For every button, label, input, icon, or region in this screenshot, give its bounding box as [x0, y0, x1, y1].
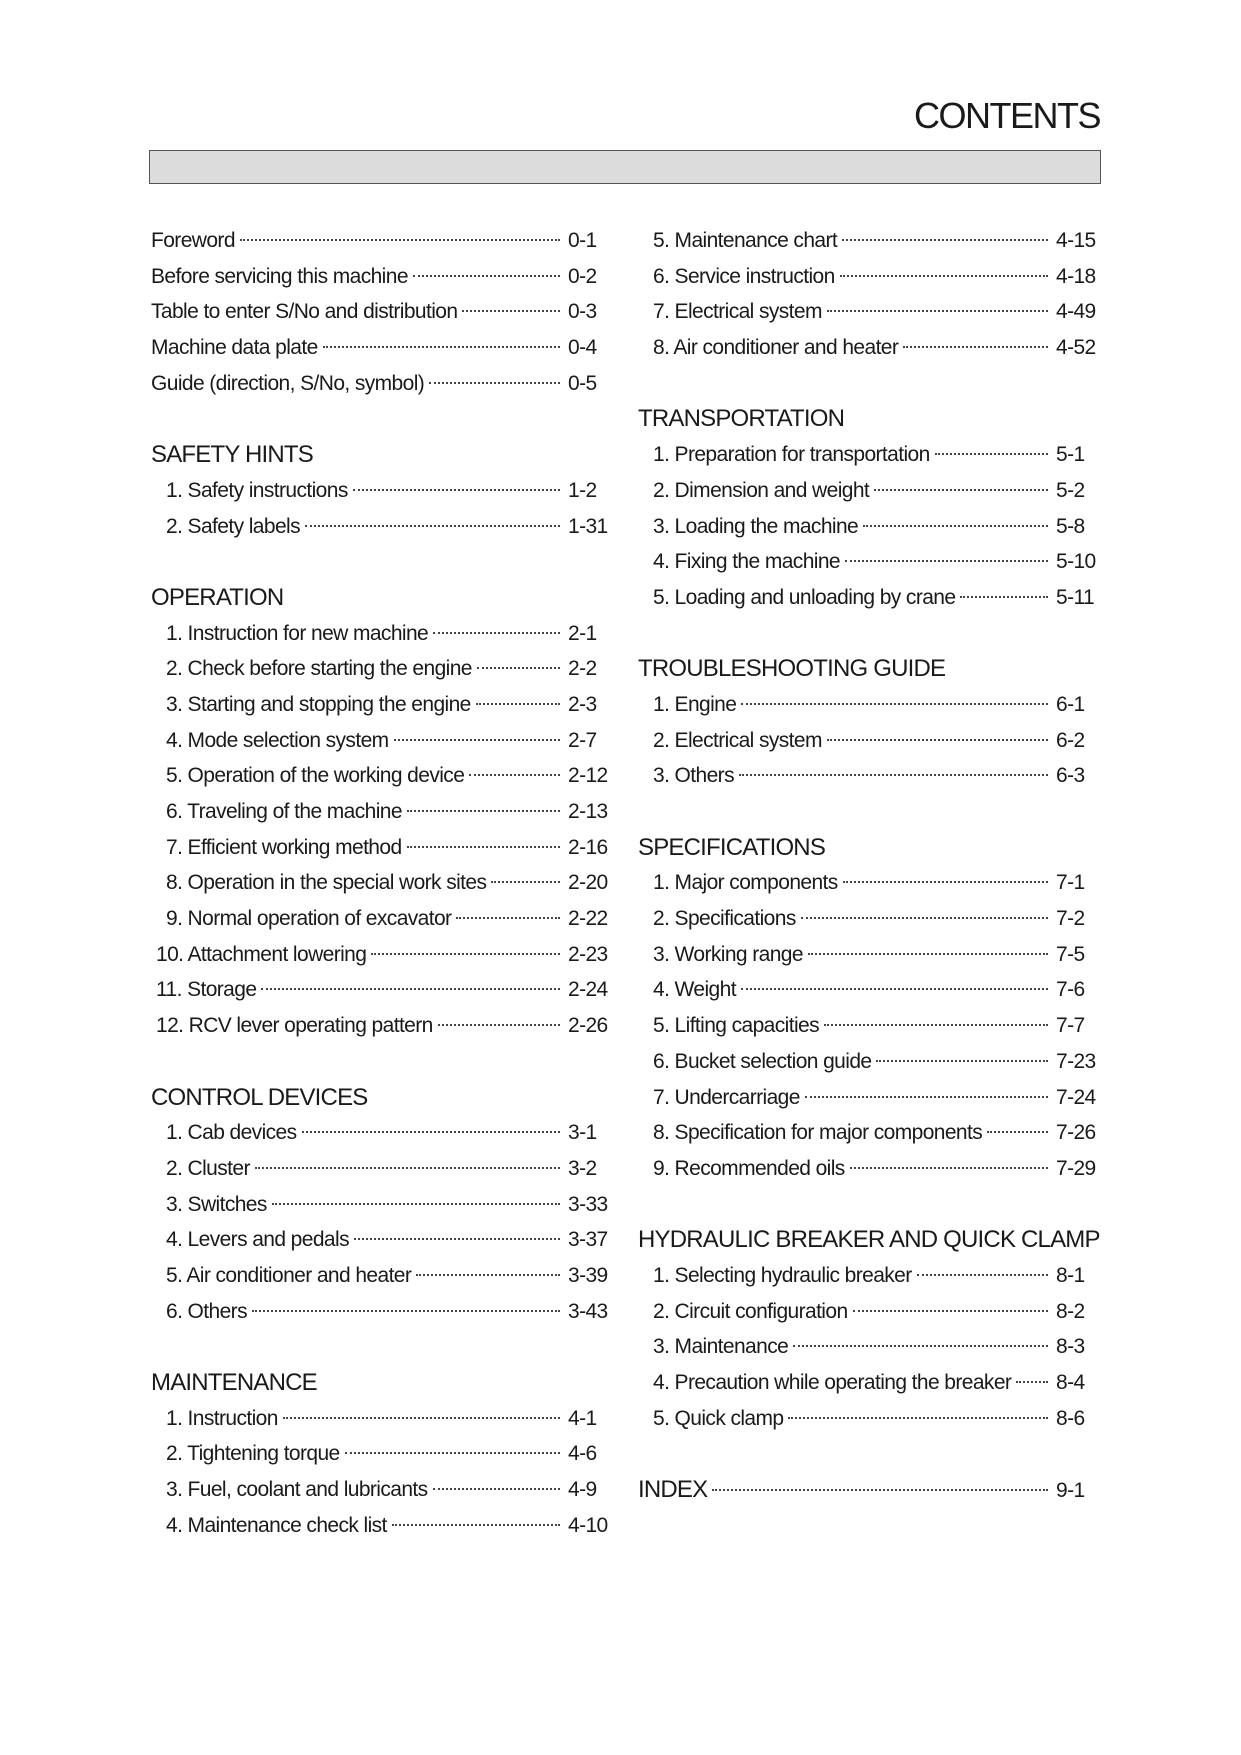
toc-entry-page: 2-2 — [568, 657, 597, 681]
toc-entry-label: 5. Operation of the working device — [166, 764, 465, 788]
dot-leader — [323, 346, 560, 348]
toc-entry-label: 3. Loading the machine — [653, 514, 859, 538]
toc-entry-page: 3-39 — [568, 1263, 608, 1287]
toc-entry[interactable] — [638, 1080, 1096, 1116]
dot-leader — [469, 774, 560, 776]
toc-entry-page: 5-1 — [1056, 443, 1085, 467]
toc-entry-label: 9. Recommended oils — [653, 1156, 845, 1180]
toc-entry-page: 9-1 — [1056, 1479, 1085, 1503]
toc-entry[interactable] — [638, 1258, 1096, 1294]
toc-entry-label: 2. Dimension and weight — [653, 478, 870, 502]
toc-entry-label: Machine data plate — [151, 336, 318, 360]
spacer — [638, 794, 1096, 830]
toc-entry-page: 0-3 — [568, 300, 597, 324]
spacer — [151, 1044, 608, 1080]
toc-entry-page: 7-1 — [1056, 871, 1085, 895]
toc-entry[interactable] — [151, 1008, 608, 1044]
toc-entry-label: 5. Maintenance chart — [653, 229, 838, 252]
toc-entry-page: 2-16 — [568, 835, 608, 859]
toc-entry-label: 2. Tightening torque — [166, 1442, 340, 1466]
toc-entry[interactable] — [151, 259, 608, 295]
toc-entry[interactable] — [638, 758, 1096, 794]
toc-entry-label: 5. Quick clamp — [653, 1406, 784, 1430]
toc-column-left — [151, 223, 608, 1543]
toc-entry[interactable] — [638, 1472, 1096, 1508]
dot-leader — [438, 1024, 560, 1026]
toc-entry-label: 8. Specification for major components — [653, 1121, 983, 1145]
toc-entry[interactable] — [151, 294, 608, 330]
toc-entry[interactable] — [638, 1151, 1096, 1187]
toc-entry-label: 4. Weight — [653, 978, 736, 1002]
toc-entry[interactable] — [638, 330, 1096, 366]
toc-entry[interactable] — [638, 901, 1096, 937]
spacer — [638, 366, 1096, 402]
toc-entry-label: 7. Electrical system — [653, 300, 822, 324]
dot-leader — [433, 632, 560, 634]
toc-entry-page: 6-3 — [1056, 764, 1085, 788]
toc-entry-page: 7-5 — [1056, 942, 1085, 966]
toc-entry-page: 2-23 — [568, 942, 608, 966]
toc-entry[interactable] — [151, 1508, 608, 1544]
toc-entry-label: 1. Major components — [653, 871, 838, 895]
toc-entry-page: 4-52 — [1056, 336, 1096, 360]
toc-entry-label: 1. Preparation for transportation — [653, 443, 930, 467]
toc-entry-label: 6. Others — [166, 1299, 247, 1323]
toc-entry-page: 8-2 — [1056, 1299, 1085, 1323]
toc-entry-page: 4-18 — [1056, 264, 1096, 288]
dot-leader — [917, 1274, 1048, 1276]
toc-entry[interactable] — [638, 1401, 1096, 1437]
toc-entry-label: 2. Specifications — [653, 907, 796, 931]
toc-entry-label: 9. Normal operation of excavator — [166, 907, 452, 931]
spacer — [638, 1187, 1096, 1223]
toc-entry-label: 4. Fixing the machine — [653, 550, 841, 574]
toc-entry-page: 2-26 — [568, 1014, 608, 1038]
toc-entry-page: 1-31 — [568, 514, 608, 538]
toc-entry-page: 4-49 — [1056, 300, 1096, 324]
toc-entry[interactable] — [638, 1115, 1096, 1151]
toc-entry[interactable] — [151, 723, 608, 759]
toc-entry-page: 3-1 — [568, 1121, 597, 1145]
toc-entry[interactable] — [151, 1115, 608, 1151]
toc-entry-label: 5. Lifting capacities — [653, 1014, 820, 1038]
toc-entry[interactable] — [638, 687, 1096, 723]
dot-leader — [433, 1488, 560, 1490]
dot-leader — [255, 1167, 560, 1169]
toc-entry[interactable] — [638, 723, 1096, 759]
toc-entry-label: 2. Cluster — [166, 1156, 250, 1180]
toc-entry-page: 6-1 — [1056, 692, 1085, 716]
section-heading: HYDRAULIC BREAKER AND QUICK CLAMP — [638, 1226, 1100, 1254]
dot-leader — [491, 881, 560, 883]
dot-leader — [305, 525, 560, 527]
dot-leader — [354, 1238, 560, 1240]
dot-leader — [272, 1203, 560, 1205]
toc-entry[interactable] — [151, 1222, 608, 1258]
toc-entry-label: 4. Levers and pedals — [166, 1228, 349, 1252]
dot-leader — [741, 988, 1048, 990]
dot-leader — [843, 881, 1048, 883]
toc-entry-label: 7. Undercarriage — [653, 1085, 800, 1109]
toc-entry-label: 1. Cab devices — [166, 1121, 297, 1145]
toc-entry-page: 4-15 — [1056, 229, 1096, 252]
toc-entry-page: 0-2 — [568, 264, 597, 288]
toc-entry-label: 10. Attachment lowering — [156, 942, 367, 966]
toc-entry[interactable] — [151, 651, 608, 687]
toc-entry-label: 1. Instruction — [166, 1406, 278, 1430]
dot-leader — [801, 917, 1048, 919]
toc-entry[interactable] — [151, 687, 608, 723]
toc-entry-page: 6-2 — [1056, 728, 1085, 752]
dot-leader — [808, 953, 1048, 955]
toc-entry[interactable] — [638, 1044, 1096, 1080]
toc-entry[interactable] — [151, 330, 608, 366]
toc-entry[interactable] — [638, 1329, 1096, 1365]
dot-leader — [739, 774, 1048, 776]
toc-entry-label: Guide (direction, S/No, symbol) — [151, 371, 425, 395]
toc-entry-page: 5-8 — [1056, 514, 1085, 538]
toc-entry-page: 4-1 — [568, 1406, 597, 1430]
dot-leader — [477, 667, 560, 669]
dot-leader — [261, 988, 560, 990]
toc-entry-page: 8-1 — [1056, 1263, 1085, 1287]
toc-entry[interactable] — [638, 437, 1096, 473]
toc-entry-label: 5. Loading and unloading by crane — [653, 585, 956, 609]
toc-entry-label: 1. Engine — [653, 692, 737, 716]
dot-leader — [903, 346, 1048, 348]
toc-entry-page: 5-11 — [1056, 585, 1095, 609]
toc-entry-label: 1. Selecting hydraulic breaker — [653, 1263, 912, 1287]
toc-entry-page: 3-33 — [568, 1192, 608, 1216]
toc-entry[interactable] — [638, 972, 1096, 1008]
toc-entry[interactable] — [638, 1365, 1096, 1401]
toc-entry-label: 2. Check before starting the engine — [166, 657, 472, 681]
toc-entry[interactable] — [151, 937, 608, 973]
toc-entry[interactable] — [638, 294, 1096, 330]
dot-leader — [240, 239, 560, 241]
toc-entry[interactable] — [638, 1294, 1096, 1330]
toc-entry-page: 7-26 — [1056, 1121, 1096, 1145]
dot-leader — [741, 703, 1048, 705]
toc-entry-label: 3. Starting and stopping the engine — [166, 692, 471, 716]
dot-leader — [407, 810, 560, 812]
toc-entry[interactable] — [638, 544, 1096, 580]
toc-entry-page: 7-2 — [1056, 907, 1085, 931]
toc-entry[interactable] — [151, 1401, 608, 1437]
toc-entry-page: 7-23 — [1056, 1049, 1096, 1073]
toc-entry-page: 2-20 — [568, 871, 608, 895]
dot-leader — [456, 917, 560, 919]
toc-entry-label: 4. Mode selection system — [166, 728, 389, 752]
toc-entry[interactable] — [151, 865, 608, 901]
toc-entry-label: 3. Switches — [166, 1192, 267, 1216]
toc-entry-label: 3. Others — [653, 764, 734, 788]
spacer — [638, 1436, 1096, 1472]
toc-entry-label: 11. Storage — [156, 978, 257, 1002]
dot-leader — [712, 1489, 1048, 1491]
dot-leader — [842, 239, 1048, 241]
dot-leader — [876, 1060, 1048, 1062]
dot-leader — [827, 739, 1048, 741]
toc-entry-label: 3. Working range — [653, 942, 803, 966]
toc-entry[interactable] — [151, 473, 608, 509]
section-heading: TROUBLESHOOTING GUIDE — [638, 655, 946, 683]
toc-entry-label: 8. Air conditioner and heater — [653, 336, 899, 360]
toc-entry[interactable] — [151, 972, 608, 1008]
toc-entry[interactable] — [638, 259, 1096, 295]
toc-entry[interactable] — [151, 616, 608, 652]
toc-entry-label: 1. Instruction for new machine — [166, 621, 429, 645]
toc-entry-label: 7. Efficient working method — [166, 835, 402, 859]
toc-entry-label: 2. Circuit configuration — [653, 1299, 848, 1323]
toc-entry-label: 4. Maintenance check list — [166, 1513, 387, 1537]
toc-entry-page: 5-10 — [1056, 550, 1096, 574]
toc-entry-page: 0-1 — [568, 229, 597, 252]
toc-entry-label: 12. RCV lever operating pattern — [156, 1014, 433, 1038]
toc-entry-page: 4-9 — [568, 1478, 597, 1502]
toc-entry-label: 2. Electrical system — [653, 728, 822, 752]
toc-entry-page: 7-7 — [1056, 1014, 1085, 1038]
toc-entry[interactable] — [151, 794, 608, 830]
toc-entry-page: 2-13 — [568, 800, 608, 823]
toc-entry-label: INDEX — [638, 1476, 708, 1504]
dot-leader — [1016, 1381, 1048, 1383]
dot-leader — [416, 1274, 560, 1276]
section-heading: MAINTENANCE — [151, 1369, 317, 1396]
toc-entry-page: 4-6 — [568, 1442, 597, 1466]
dot-leader — [371, 953, 560, 955]
spacer — [151, 544, 608, 580]
toc-entry[interactable] — [151, 901, 608, 937]
title-bar — [149, 150, 1101, 184]
toc-entry-page: 2-24 — [568, 978, 608, 1002]
toc-entry-label: 6. Traveling of the machine — [166, 800, 402, 823]
toc-entry-page: 2-7 — [568, 728, 597, 752]
toc-entry[interactable] — [638, 473, 1096, 509]
dot-leader — [413, 275, 560, 277]
dot-leader — [824, 1024, 1048, 1026]
section-heading: TRANSPORTATION — [638, 405, 845, 433]
toc-entry-page: 2-3 — [568, 692, 597, 716]
dot-leader — [987, 1131, 1048, 1133]
dot-leader — [788, 1417, 1048, 1419]
dot-leader — [476, 703, 560, 705]
dot-leader — [960, 596, 1048, 598]
dot-leader — [407, 846, 560, 848]
spacer — [151, 401, 608, 437]
section-heading: OPERATION — [151, 583, 284, 611]
toc-entry[interactable] — [638, 223, 1096, 259]
toc-entry[interactable] — [151, 223, 608, 259]
toc-entry[interactable] — [638, 1008, 1096, 1044]
toc-entry-label: 3. Fuel, coolant and lubricants — [166, 1478, 428, 1502]
dot-leader — [863, 525, 1048, 527]
toc-entry[interactable] — [151, 1151, 608, 1187]
toc-entry-page: 2-1 — [568, 621, 597, 645]
dot-leader — [394, 739, 560, 741]
dot-leader — [850, 1167, 1048, 1169]
toc-entry[interactable] — [151, 366, 608, 402]
toc-entry[interactable] — [151, 1436, 608, 1472]
toc-entry-label: Table to enter S/No and distribution — [151, 300, 458, 324]
toc-entry[interactable] — [638, 509, 1096, 545]
toc-entry-page: 1-2 — [568, 478, 597, 502]
dot-leader — [845, 560, 1048, 562]
toc-entry-page: 8-3 — [1056, 1335, 1085, 1359]
section-heading: SPECIFICATIONS — [638, 833, 826, 861]
toc-entry[interactable] — [151, 758, 608, 794]
toc-entry-page: 2-12 — [568, 764, 608, 788]
dot-leader — [345, 1452, 560, 1454]
dot-leader — [805, 1096, 1048, 1098]
toc-entry[interactable] — [638, 865, 1096, 901]
toc-entry-page: 0-5 — [568, 371, 597, 395]
toc-entry-page: 3-43 — [568, 1299, 608, 1323]
dot-leader — [840, 275, 1048, 277]
toc-entry-label: 5. Air conditioner and heater — [166, 1263, 412, 1287]
toc-entry-page: 3-37 — [568, 1228, 608, 1252]
toc-entry[interactable] — [151, 1294, 608, 1330]
dot-leader — [874, 489, 1048, 491]
spacer — [638, 616, 1096, 652]
toc-entry-label: Foreword — [151, 229, 235, 252]
dot-leader — [853, 1310, 1048, 1312]
dot-leader — [283, 1417, 560, 1419]
toc-entry[interactable] — [638, 580, 1096, 616]
spacer — [151, 1329, 608, 1365]
dot-leader — [353, 489, 560, 491]
toc-entry-label: 3. Maintenance — [653, 1335, 789, 1359]
toc-entry-page: 7-24 — [1056, 1085, 1096, 1109]
toc-entry-page: 3-2 — [568, 1156, 597, 1180]
toc-entry-label: Before servicing this machine — [151, 264, 408, 288]
toc-entry-page: 7-29 — [1056, 1156, 1096, 1180]
toc-column-right — [638, 223, 1100, 1508]
dot-leader — [935, 453, 1048, 455]
toc-entry[interactable] — [151, 830, 608, 866]
dot-leader — [462, 310, 560, 312]
toc-entry-label: 6. Service instruction — [653, 264, 835, 288]
toc-entry-page: 8-6 — [1056, 1406, 1085, 1430]
toc-entry-label: 4. Precaution while operating the breaker — [653, 1371, 1012, 1394]
toc-entry[interactable] — [151, 1472, 608, 1508]
toc-entry-page: 7-6 — [1056, 978, 1085, 1002]
toc-entry-label: 8. Operation in the special work sites — [166, 871, 487, 895]
section-heading: SAFETY HINTS — [151, 441, 313, 469]
dot-leader — [793, 1345, 1048, 1347]
toc-entry-label: 1. Safety instructions — [166, 478, 348, 502]
dot-leader — [429, 382, 560, 384]
section-heading: CONTROL DEVICES — [151, 1083, 368, 1111]
toc-entry-page: 2-22 — [568, 907, 608, 931]
toc-entry[interactable] — [151, 509, 608, 545]
dot-leader — [827, 310, 1048, 312]
toc-entry[interactable] — [151, 1258, 608, 1294]
toc-entry-page: 8-4 — [1056, 1371, 1085, 1394]
toc-entry-page: 5-2 — [1056, 478, 1085, 502]
dot-leader — [252, 1310, 560, 1312]
toc-entry-label: 6. Bucket selection guide — [653, 1049, 872, 1073]
dot-leader — [302, 1131, 560, 1133]
dot-leader — [392, 1524, 560, 1526]
toc-entry[interactable] — [638, 937, 1096, 973]
page-title: CONTENTS — [914, 95, 1100, 136]
toc-entry-page: 4-10 — [568, 1513, 608, 1537]
toc-entry-label: 2. Safety labels — [166, 514, 300, 538]
toc-entry[interactable] — [151, 1187, 608, 1223]
toc-entry-page: 0-4 — [568, 336, 597, 360]
